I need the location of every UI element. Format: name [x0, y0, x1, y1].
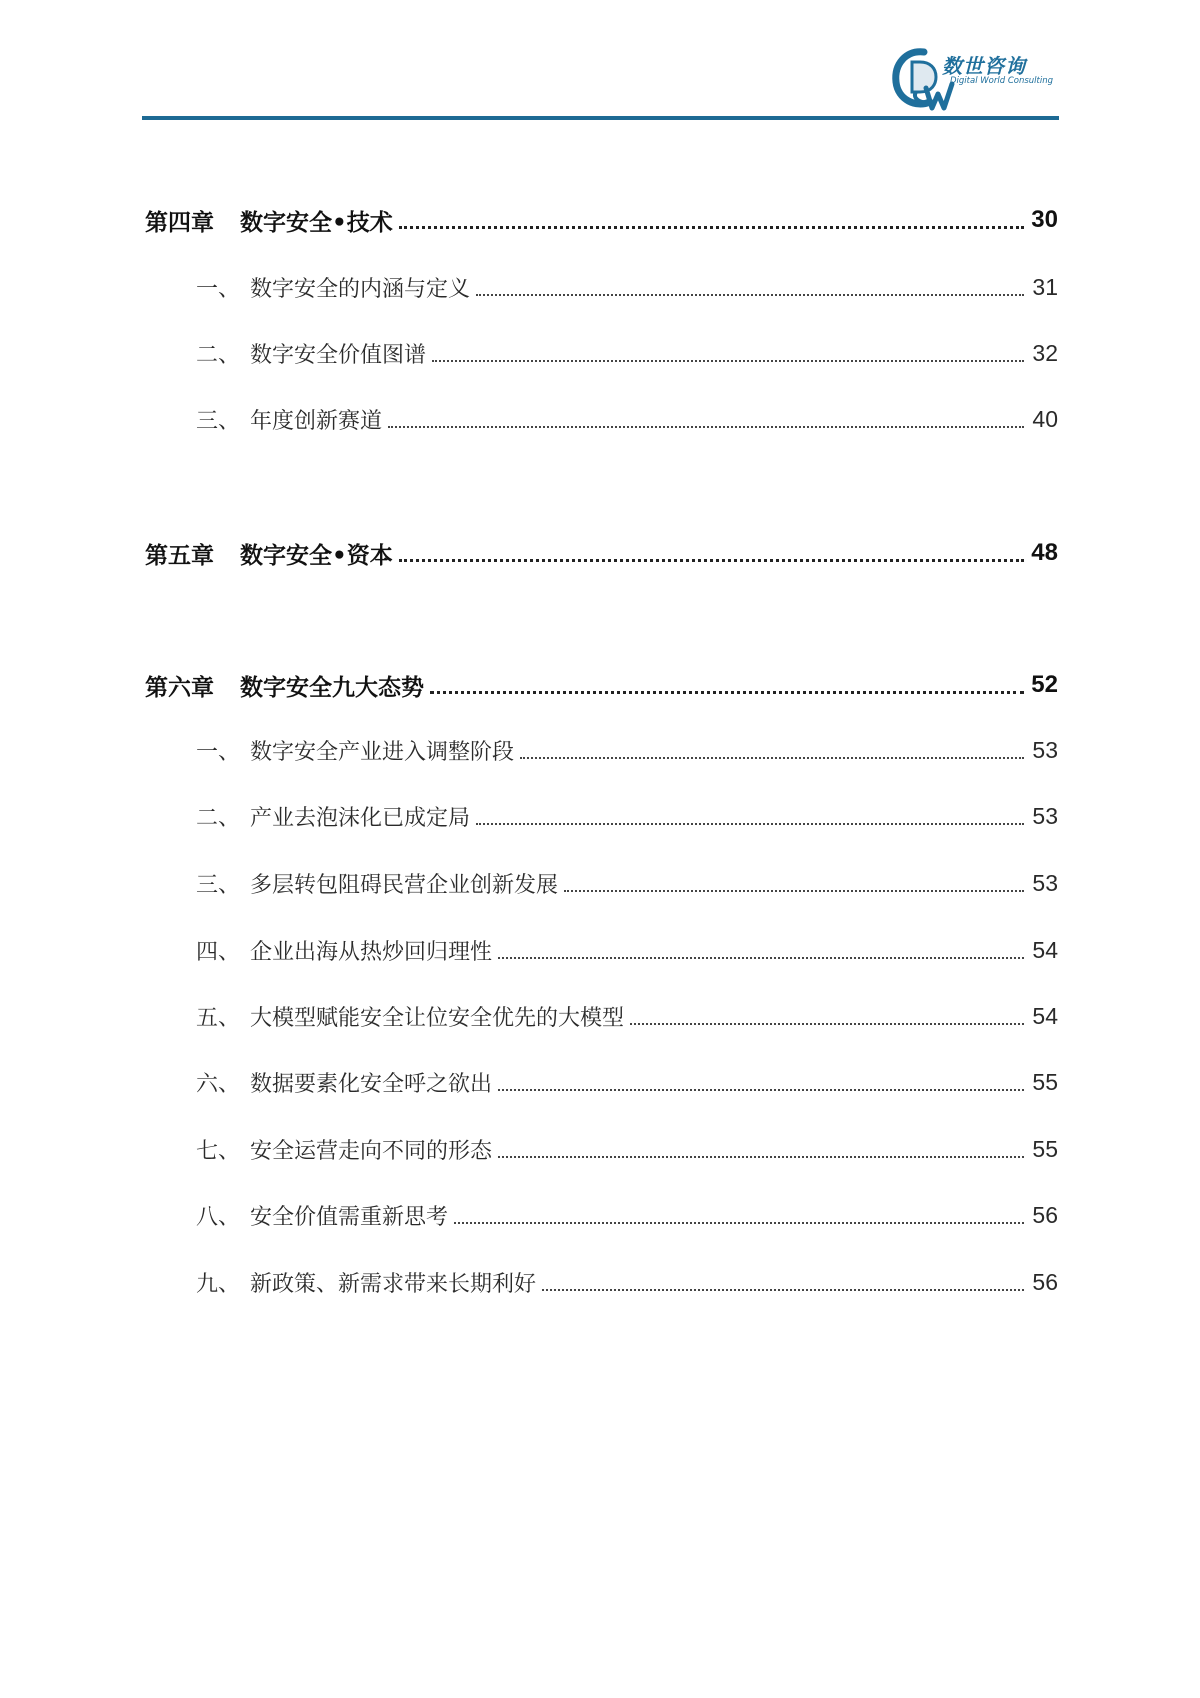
- toc-section-6-5[interactable]: [196, 999, 1058, 1033]
- chapter-label: 第六章: [145, 674, 214, 701]
- page-number: 30: [1031, 206, 1058, 233]
- section-number: 九、: [196, 1271, 241, 1297]
- chapter-title: 数字安全九大态势: [240, 674, 424, 701]
- section-title: 数字安全价值图谱: [250, 342, 427, 368]
- section-number: 八、: [196, 1204, 241, 1230]
- page-number: 56: [1032, 1268, 1058, 1295]
- section-number: 一、: [196, 739, 241, 765]
- logo-english-name: Digital World Consulting: [950, 76, 1054, 86]
- dot-leader: [430, 691, 1024, 694]
- toc-section-6-2[interactable]: [196, 799, 1058, 833]
- dot-leader: [542, 1289, 1024, 1291]
- section-title: 年度创新赛道: [250, 408, 383, 434]
- section-number: 六、: [196, 1071, 241, 1097]
- section-title: 数据要素化安全呼之欲出: [250, 1071, 493, 1097]
- toc-chapter-5[interactable]: [145, 536, 1058, 570]
- section-number: 二、: [196, 805, 241, 831]
- section-title: 安全价值需重新思考: [250, 1204, 449, 1230]
- dot-leader: [630, 1023, 1024, 1025]
- section-number: 二、: [196, 342, 241, 368]
- dot-leader: [564, 890, 1024, 892]
- toc-section-6-7[interactable]: [196, 1132, 1058, 1166]
- dot-leader: [454, 1222, 1024, 1224]
- toc-section-4-3[interactable]: [196, 402, 1058, 436]
- toc-section-6-9[interactable]: [196, 1265, 1058, 1299]
- section-number: 四、: [196, 939, 241, 965]
- logo-chinese-name: 数世咨询: [942, 54, 1026, 78]
- toc-section-4-1[interactable]: [196, 270, 1058, 304]
- section-number: 五、: [196, 1005, 241, 1031]
- dot-leader: [476, 823, 1024, 825]
- page-number: 55: [1032, 1068, 1058, 1095]
- section-title: 新政策、新需求带来长期利好: [250, 1271, 537, 1297]
- company-logo: [890, 44, 1060, 112]
- toc-chapter-4[interactable]: [145, 203, 1058, 237]
- page-number: 55: [1032, 1135, 1058, 1162]
- page-number: 53: [1032, 869, 1058, 896]
- toc-section-4-2[interactable]: [196, 336, 1058, 370]
- dot-leader: [520, 757, 1024, 759]
- dot-leader: [498, 957, 1024, 959]
- dot-leader: [388, 426, 1024, 428]
- header-divider: [142, 116, 1059, 120]
- dot-leader: [476, 294, 1024, 296]
- dot-leader: [399, 559, 1024, 562]
- dot-leader: [498, 1089, 1024, 1091]
- page-number: 54: [1032, 1002, 1058, 1029]
- section-number: 一、: [196, 276, 241, 302]
- page-number: 31: [1032, 273, 1058, 300]
- section-title: 多层转包阻碍民营企业创新发展: [250, 872, 559, 898]
- toc-section-6-8[interactable]: [196, 1198, 1058, 1232]
- page-number: 53: [1032, 736, 1058, 763]
- page-number: 54: [1032, 936, 1058, 963]
- section-number: 三、: [196, 872, 241, 898]
- chapter-title: 数字安全•资本: [240, 542, 393, 569]
- dot-leader: [498, 1156, 1024, 1158]
- section-title: 企业出海从热炒回归理性: [250, 939, 493, 965]
- toc-chapter-6[interactable]: [145, 668, 1058, 702]
- toc-section-6-4[interactable]: [196, 933, 1058, 967]
- page-number: 52: [1031, 671, 1058, 698]
- dot-leader: [432, 360, 1024, 362]
- section-title: 数字安全产业进入调整阶段: [250, 739, 515, 765]
- page-number: 40: [1032, 405, 1058, 432]
- section-number: 七、: [196, 1138, 241, 1164]
- chapter-title: 数字安全•技术: [240, 209, 393, 236]
- chapter-label: 第四章: [145, 209, 214, 236]
- section-number: 三、: [196, 408, 241, 434]
- toc-section-6-6[interactable]: [196, 1065, 1058, 1099]
- page-number: 56: [1032, 1201, 1058, 1228]
- page-number: 48: [1031, 539, 1058, 566]
- section-title: 数字安全的内涵与定义: [250, 276, 471, 302]
- page-number: 53: [1032, 802, 1058, 829]
- dot-leader: [399, 226, 1024, 229]
- page-number: 32: [1032, 339, 1058, 366]
- section-title: 大模型赋能安全让位安全优先的大模型: [250, 1005, 625, 1031]
- toc-section-6-1[interactable]: [196, 733, 1058, 767]
- section-title: 安全运营走向不同的形态: [250, 1138, 493, 1164]
- toc-section-6-3[interactable]: [196, 866, 1058, 900]
- section-title: 产业去泡沫化已成定局: [250, 805, 471, 831]
- chapter-label: 第五章: [145, 542, 214, 569]
